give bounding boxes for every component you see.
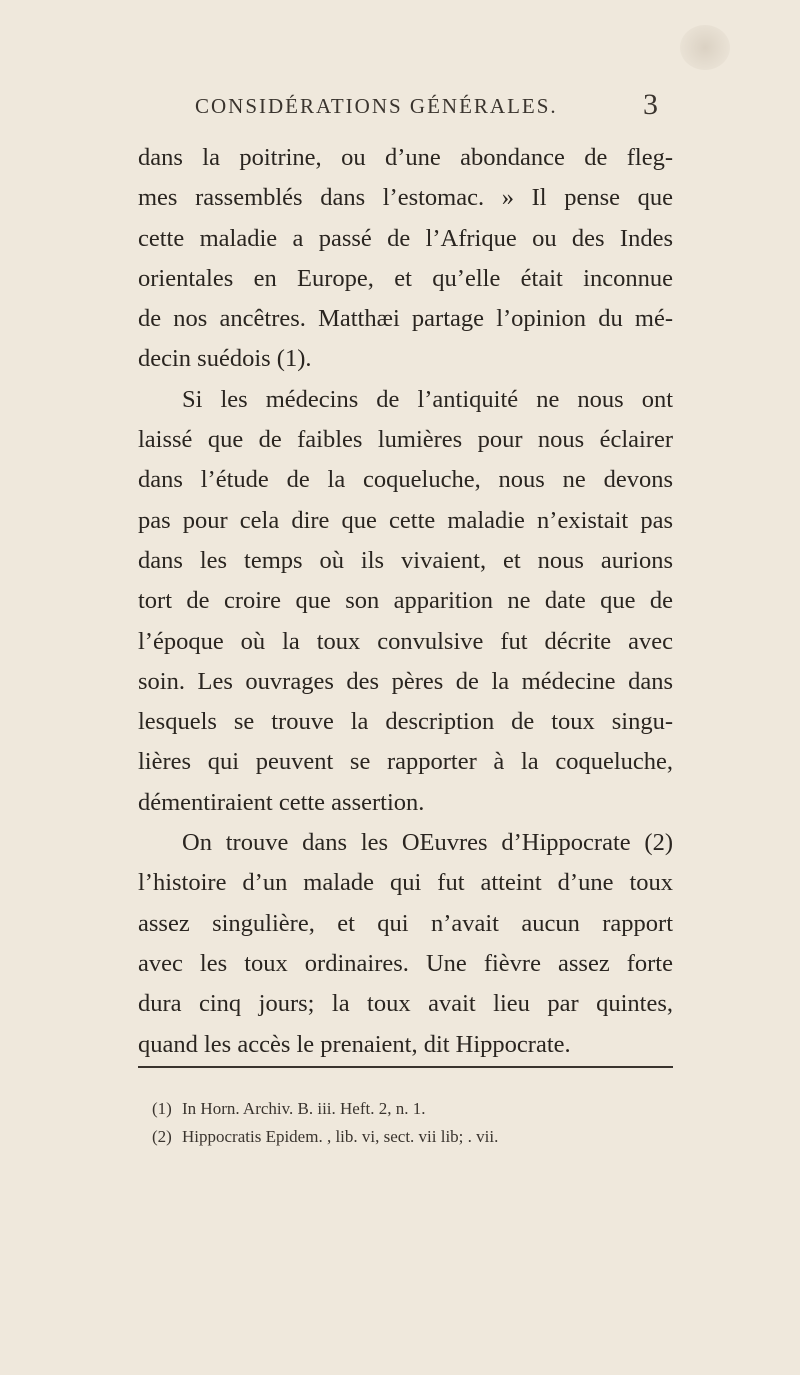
running-header (0, 88, 800, 128)
text-line: dura cinq jours; la toux avait lieu par quintes, (138, 990, 673, 1018)
footnote-number: (1) (152, 1099, 172, 1118)
text-line: Si les médecins de l’antiquité ne nous ont (182, 385, 673, 413)
footnote-2 (152, 1123, 672, 1151)
text-line: avec les toux ordinaires. Une fièvre assez forte (138, 949, 673, 977)
text-line: dans l’étude de la coqueluche, nous ne devons (138, 466, 673, 494)
text-line: laissé que de faibles lumières pour nous éclairer (138, 426, 673, 454)
text-line: decin suédois (1). (138, 345, 312, 373)
footnote-1 (152, 1095, 672, 1123)
text-line: assez singulière, et qui n’avait aucun rapport (138, 909, 673, 937)
page-number: 3 (643, 88, 658, 121)
footnote-text: In Horn. Archiv. B. iii. Heft. 2, n. 1. (182, 1099, 426, 1118)
text-line: dans la poitrine, ou d’une abondance de fleg- (138, 144, 673, 171)
text-line: de nos ancêtres. Matthæi partage l’opinion du mé- (138, 305, 673, 333)
text-line: l’histoire d’un malade qui fut atteint d’une toux (138, 869, 673, 897)
text-line: mes rassemblés dans l’estomac. » Il pense que (138, 184, 673, 212)
text-line: On trouve dans les OEuvres d’Hippocrate (2) (182, 829, 673, 857)
text-line: soin. Les ouvrages des pères de la médecine dans (138, 667, 673, 695)
text-line: pas pour cela dire que cette maladie n’existait pas (138, 506, 673, 534)
text-line: cette maladie a passé de l’Afrique ou des Indes (138, 224, 673, 252)
text-line: dans les temps où ils vivaient, et nous aurions (138, 546, 673, 574)
text-line: tort de croire que son apparition ne date que de (138, 587, 673, 615)
body-text (138, 138, 673, 1065)
text-line: orientales en Europe, et qu’elle était inconnue (138, 264, 673, 292)
footnotes (152, 1095, 672, 1151)
footnote-number: (2) (152, 1127, 172, 1146)
footnote-divider (138, 1066, 673, 1068)
text-line: lières qui peuvent se rapporter à la coqueluche, (138, 748, 673, 776)
text-line: quand les accès le prenaient, dit Hippocrate. (138, 1030, 571, 1058)
running-title: CONSIDÉRATIONS GÉNÉRALES. (195, 94, 558, 118)
text-line: l’époque où la toux convulsive fut décrite avec (138, 627, 673, 655)
text-line: lesquels se trouve la description de toux singu- (138, 708, 673, 736)
footnote-text: Hippocratis Epidem. , lib. vi, sect. vii lib; . vii. (182, 1127, 499, 1146)
paper-stain (680, 25, 730, 70)
text-line: démentiraient cette assertion. (138, 788, 425, 816)
